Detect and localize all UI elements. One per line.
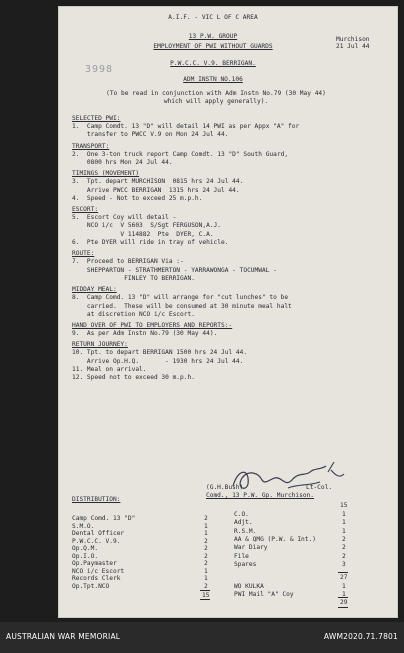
distribution-copies: 1 [342, 511, 346, 518]
distribution-recipient: File [234, 552, 249, 560]
header-subject: EMPLOYMENT OF PWI WITHOUT GUARDS [153, 43, 273, 50]
section-heading: HAND OVER OF PWI TO EMPLOYERS AND REPORTS:- [72, 322, 233, 330]
distribution-right-carried: 15 [340, 502, 348, 509]
section-heading: TRANSPORT: [72, 142, 110, 150]
distribution-recipient: War Diary [234, 544, 268, 552]
header-group: 13 P.W. GROUP [188, 33, 238, 40]
instruction-line: FINLEY TO BERRIGAN. [72, 274, 195, 282]
distribution-left-total: 15 [202, 592, 210, 599]
intro-line-2: which will apply generally). [163, 98, 269, 105]
left-total-underline [200, 599, 210, 600]
instruction-line: 12. Speed not to exceed 30 m.p.h. [72, 374, 195, 382]
instruction-line: 5. Escort Coy will detail - [72, 214, 177, 222]
distribution-recipient: Op.Q.M. [72, 545, 99, 552]
instruction-line: 10. Tpt. to depart BERRIGAN 1500 hrs 24 Jul 44. [72, 349, 248, 357]
distribution-copies: 2 [342, 552, 346, 560]
instruction-line: Arrive Op.H.Q. - 1930 hrs 24 Jul 44. [72, 357, 244, 365]
distribution-recipient: S.M.O. [72, 522, 95, 530]
distribution-recipient: Op.I.O. [72, 552, 99, 560]
instruction-line: at discretion NCO i/c Escort. [72, 310, 195, 318]
instruction-number: ADM INSTN NO.106 [183, 76, 243, 83]
distribution-grand-total: 29 [340, 599, 348, 606]
instruction-line: 9. As per Adm Instn No.79 (30 May 44). [72, 330, 218, 338]
distribution-copies: 2 [204, 560, 208, 567]
distribution-recipient: AA & QMG (P.W. & Int.) [234, 535, 316, 543]
instruction-line: 1. Camp Comdt. 13 "D" will detail 14 PWI as per Appx "A" for [72, 123, 300, 130]
distribution-copies: 1 [204, 530, 208, 537]
instruction-line: 11. Meal on arrival. [72, 366, 147, 373]
distribution-copies: 1 [204, 575, 208, 582]
grand-total-rule [338, 597, 348, 598]
header-area: A.I.F. - VIC L OF C AREA [168, 14, 258, 21]
section-heading: ESCORT: [72, 206, 99, 214]
museum-footer [0, 622, 404, 653]
section-heading: RETURN JOURNEY: [72, 341, 128, 349]
distribution-copies: 2 [342, 544, 346, 552]
distribution-recipient: Op.Tpt.NCO [72, 582, 110, 590]
distribution-recipient: NCO i/c Escort [72, 567, 125, 575]
instruction-line: NCO i/c V 5603 S/Sgt FERGUSON,A.J. [72, 222, 222, 230]
footer-institution: AUSTRALIAN WAR MEMORIAL [6, 632, 121, 641]
distribution-copies: 3 [342, 560, 346, 568]
distribution-heading: DISTRIBUTION: [72, 496, 121, 503]
distribution-copies: 1 [204, 522, 208, 530]
grand-total-underline [338, 607, 348, 608]
distribution-copies: 2 [204, 515, 208, 522]
distribution-recipient: Spares [234, 560, 257, 568]
instruction-line: V 114882 Pte DYER, C.A. [72, 230, 214, 238]
instruction-line: SHEPPARTON - STRATHMERTON - YARRAWONGA - TOCUMWAL - [72, 266, 277, 274]
header-location: P.W.C.C. V.9. BERRIGAN. [170, 60, 256, 67]
signature-name: (G.H.Bush) [206, 484, 244, 491]
section-heading: TIMINGS (MOVEMENT) [72, 170, 140, 178]
distribution-recipient: Dental Officer [72, 530, 125, 537]
distribution-recipient: Records Clerk [72, 575, 121, 582]
distribution-recipient: Op.Paymaster [72, 560, 117, 567]
instruction-line: 8. Camp Comd. 13 "D" will arrange for "cut lunches" to be [72, 294, 289, 302]
instruction-line: 0800 hrs Mon 24 Jul 44. [72, 158, 173, 166]
signature-title: Comd., 13 P.W. Gp. Murchison. [206, 492, 315, 499]
instruction-line: transfer to PWCC V.9 on Mon 24 Jul 44. [72, 131, 229, 139]
distribution-copies: 1 [204, 567, 208, 575]
instruction-line: 2. One 3-ton truck report Camp Comdt. 13 "D" South Guard, [72, 150, 289, 158]
distribution-recipient: PWI Mail "A" Coy [234, 590, 294, 598]
section-heading: MIDDAY MEAL: [72, 286, 117, 294]
distribution-recipient: P.W.C.C. V.9. [72, 537, 121, 545]
instruction-line: 4. Speed - Not to exceed 25 m.p.h. [72, 194, 203, 202]
left-total-rule [200, 590, 210, 591]
distribution-recipient: WO KULKA [234, 583, 264, 590]
instruction-line: 7. Proceed to BERRIGAN Via :- [72, 258, 184, 266]
header-date: 21 Jul 44 [336, 43, 370, 50]
distribution-recipient: C.O. [234, 511, 249, 518]
distribution-copies: 1 [342, 527, 346, 535]
distribution-copies: 2 [204, 545, 208, 552]
distribution-recipient: R.S.M. [234, 527, 257, 535]
instruction-line: 3. Tpt. depart MURCHISON 0815 hrs 24 Jul 44. [72, 178, 244, 186]
distribution-recipient: Adjt. [234, 519, 253, 527]
intro-line-1: (To be read in conjunction with Adm Instn No.79 (30 May 44) [106, 90, 326, 97]
instruction-line: carried. These will be consumed at 30 minute meal halt [72, 302, 292, 310]
distribution-recipient: Camp Comd. 13 "D" [72, 515, 136, 522]
instruction-line: Arrive PWCC BERRIGAN 1315 hrs 24 Jul 44. [72, 186, 240, 194]
section-heading: SELECTED PWI: [72, 115, 121, 122]
distribution-copies: 2 [204, 582, 208, 590]
distribution-copies: 1 [342, 519, 346, 527]
right-subtotal-rule [338, 572, 348, 573]
footer-accession-number: AWM2020.71.7801 [323, 632, 398, 641]
distribution-copies: 2 [204, 537, 208, 545]
section-heading: ROUTE: [72, 250, 95, 258]
signature-rank: Lt-Col. [306, 484, 333, 491]
distribution-right-subtotal: 27 [340, 574, 348, 581]
instruction-line: 6. Pte DYER will ride in tray of vehicle. [72, 239, 229, 246]
distribution-copies: 2 [204, 552, 208, 560]
document-page [58, 6, 398, 618]
distribution-copies: 1 [342, 590, 346, 598]
distribution-copies: 2 [342, 535, 346, 543]
header-place: Murchison [336, 36, 370, 43]
distribution-copies: 1 [342, 583, 346, 590]
archive-stamp-number: 3998 [85, 64, 114, 75]
